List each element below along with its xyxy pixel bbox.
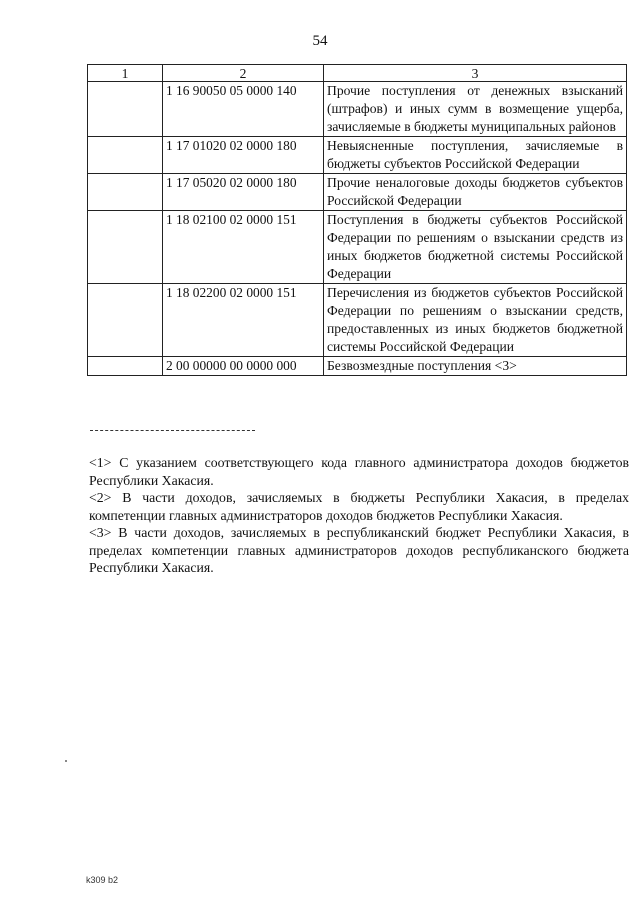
revenue-description-cell: Поступления в бюджеты субъектов Российской Федерации по решениям о взыскании средств из иных бюджетов бюджетной системы Российской Федерации	[324, 211, 627, 284]
revenue-description-cell: Прочие поступления от денежных взысканий (штрафов) и иных сумм в возмещение ущерба, зачисляемые в бюджеты муниципальных районов	[324, 82, 627, 137]
footnotes	[89, 454, 629, 577]
revenue-code-cell: 1 16 90050 05 0000 140	[163, 82, 324, 137]
table-row	[88, 137, 627, 174]
admin-code-cell	[88, 82, 163, 137]
revenue-code-cell: 2 00 00000 00 0000 000	[163, 357, 324, 376]
footnote-1: <1> С указанием соответствующего кода главного администратора доходов бюджетов Республики Хакасия.	[89, 455, 629, 488]
table-row	[88, 211, 627, 284]
revenue-description-cell: Перечисления из бюджетов субъектов Российской Федерации по решениям о взыскании средств, предоставленных из иных бюджетов бюджетной системы Российской Федерации	[324, 284, 627, 357]
revenue-code-cell: 1 18 02100 02 0000 151	[163, 211, 324, 284]
admin-code-cell	[88, 284, 163, 357]
table-row	[88, 284, 627, 357]
revenue-description-cell: Невыясненные поступления, зачисляемые в бюджеты субъектов Российской Федерации	[324, 137, 627, 174]
admin-code-cell	[88, 137, 163, 174]
revenue-code-cell: 1 18 02200 02 0000 151	[163, 284, 324, 357]
revenue-code-cell: 1 17 01020 02 0000 180	[163, 137, 324, 174]
footnote-3: <3> В части доходов, зачисляемых в республиканский бюджет Республики Хакасия, в пределах компетенции главных администраторов доходов республиканского бюджета Республики Хакасия.	[89, 525, 629, 575]
table-header-row	[88, 65, 627, 82]
page-number: 54	[312, 33, 328, 49]
table-row	[88, 82, 627, 137]
header-col-2: 2	[163, 65, 324, 82]
header-col-3: 3	[324, 65, 627, 82]
revenue-description-cell: Безвозмездные поступления <3>	[324, 357, 627, 376]
header-col-1: 1	[88, 65, 163, 82]
revenue-code-cell: 1 17 05020 02 0000 180	[163, 174, 324, 211]
revenue-codes-table	[87, 64, 627, 376]
scan-mark	[65, 760, 67, 762]
document-code: k309 b2	[86, 875, 119, 885]
admin-code-cell	[88, 211, 163, 284]
footnote-2: <2> В части доходов, зачисляемых в бюджеты Республики Хакасия, в пределах компетенции главных администраторов доходов бюджетов Республики Хакасия.	[89, 490, 629, 523]
admin-code-cell	[88, 174, 163, 211]
table-row	[88, 174, 627, 211]
revenue-description-cell: Прочие неналоговые доходы бюджетов субъектов Российской Федерации	[324, 174, 627, 211]
footnote-separator	[90, 430, 255, 431]
table-row	[88, 357, 627, 376]
admin-code-cell	[88, 357, 163, 376]
